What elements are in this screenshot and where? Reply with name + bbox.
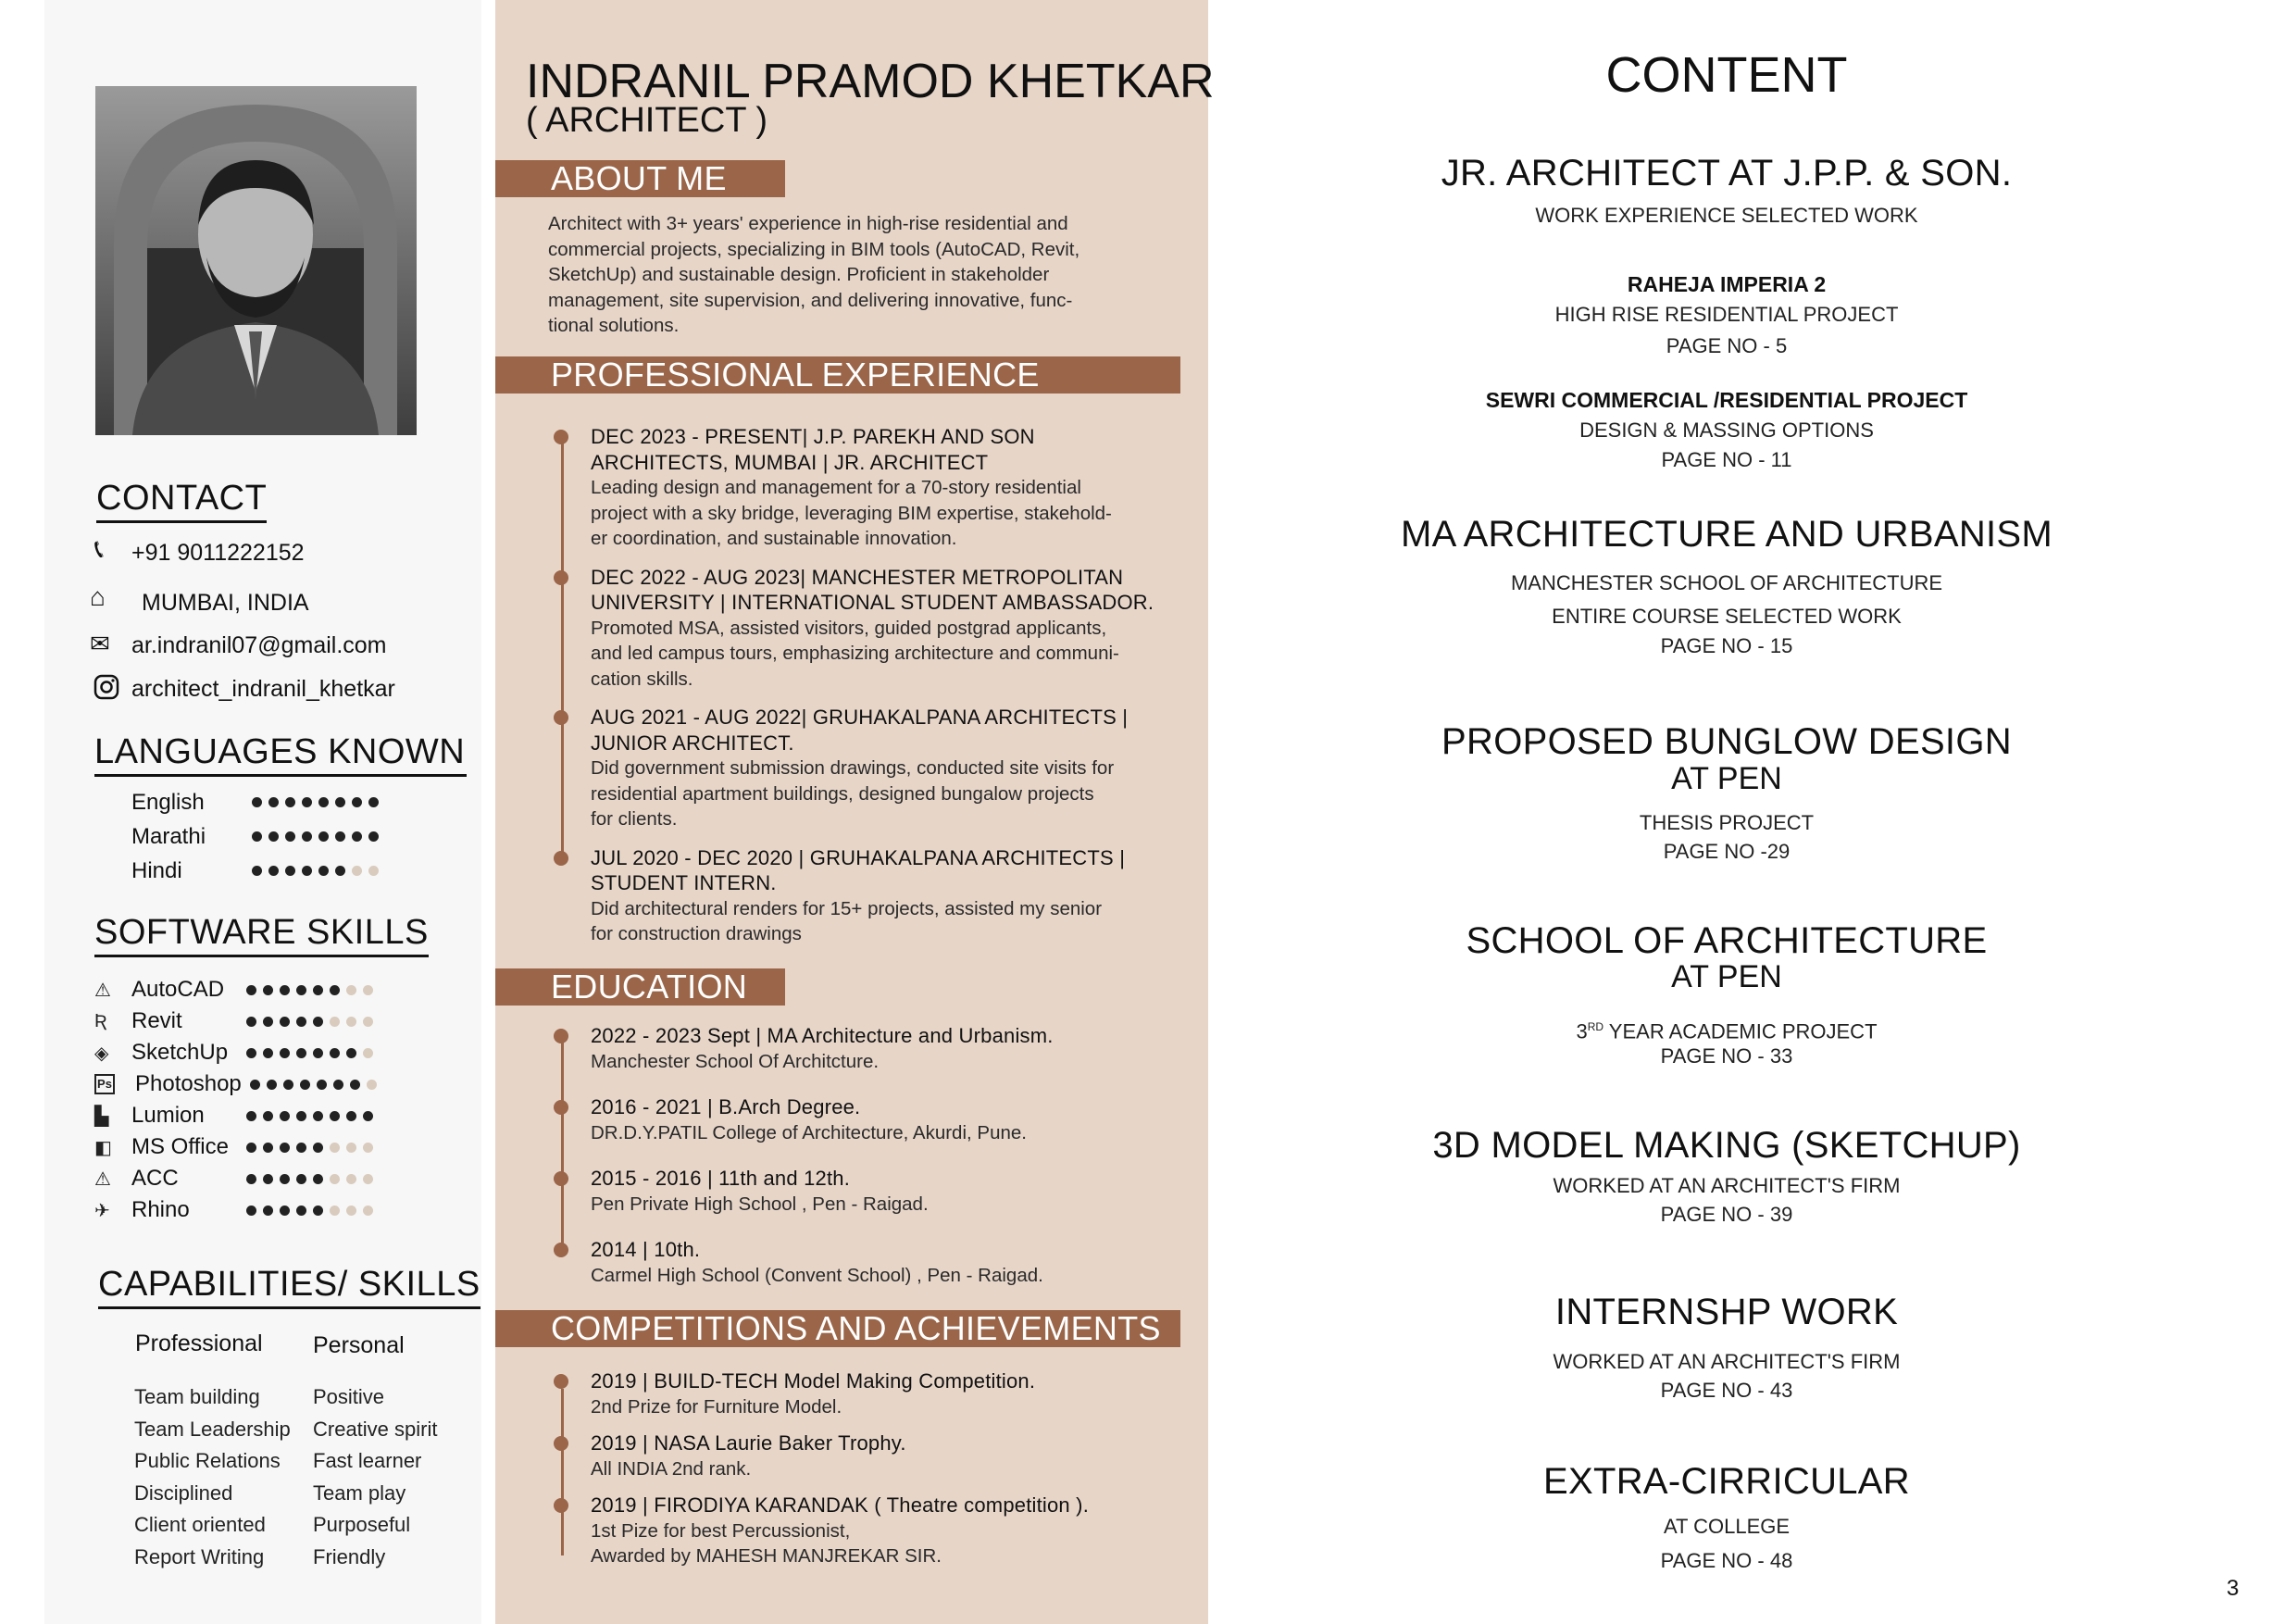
skill-level-dots	[252, 797, 379, 807]
dot-filled	[263, 1017, 273, 1027]
about-heading: ABOUT ME	[495, 160, 785, 197]
experience-list	[554, 424, 1202, 960]
entry-title: DEC 2023 - PRESENT| J.P. PAREKH AND SON	[591, 425, 1035, 448]
dot-filled	[246, 985, 256, 995]
dot-filled	[330, 1111, 340, 1121]
entry-desc: er coordination, and sustainable innovation.	[591, 528, 957, 549]
entry-desc: Awarded by MAHESH MANJREKAR SIR.	[591, 1545, 942, 1567]
dot-filled	[263, 985, 273, 995]
entry-title: 2019 | BUILD-TECH Model Making Competition.	[591, 1369, 1036, 1393]
education-list	[554, 1023, 1202, 1308]
contents-sec1-p1-desc: HIGH RISE RESIDENTIAL PROJECT	[1554, 303, 1899, 326]
contents-sec4-title[interactable]: SCHOOL OF ARCHITECTURE	[1466, 920, 1988, 961]
contents-sec7-line1: AT COLLEGE	[1663, 1515, 1791, 1538]
skill-level-dots	[252, 866, 379, 876]
entry-title: JUL 2020 - DEC 2020 | GRUHAKALPANA ARCHITECTS |	[591, 845, 1126, 869]
personal-skill: Friendly	[313, 1544, 386, 1568]
contents-sec3-title[interactable]: PROPOSED BUNGLOW DESIGN	[1441, 721, 2012, 762]
professional-skill: Report Writing	[134, 1544, 265, 1568]
dot-empty	[346, 1017, 356, 1027]
dot-filled	[252, 866, 262, 876]
entry-title: 2015 - 2016 | 11th and 12th.	[591, 1167, 851, 1190]
contents-sec5-line1: WORKED AT AN ARCHITECT'S FIRM	[1553, 1174, 1901, 1197]
contents-sec6-line1: WORKED AT AN ARCHITECT'S FIRM	[1553, 1350, 1901, 1373]
entry-title: 2019 | NASA Laurie Baker Trophy.	[591, 1431, 906, 1455]
dot-empty	[363, 1174, 373, 1184]
dot-filled	[335, 797, 345, 807]
entry-title: STUDENT INTERN.	[591, 871, 777, 894]
timeline-dot	[554, 1243, 568, 1257]
software-name: Rhino	[131, 1197, 190, 1222]
entry-desc: residential apartment buildings, designed bungalow projects	[591, 782, 1094, 805]
personal-skill: Creative spirit	[313, 1417, 438, 1441]
contents-sec1-p2-desc: DESIGN & MASSING OPTIONS	[1579, 418, 1874, 442]
dot-filled	[280, 1048, 290, 1058]
dot-empty	[367, 1080, 377, 1090]
software-row	[94, 1037, 377, 1068]
entry-title: JUNIOR ARCHITECT.	[591, 731, 794, 755]
dot-empty	[346, 985, 356, 995]
about-line: Architect with 3+ years' experience in high-rise residential and	[548, 213, 1068, 234]
entry-desc: 1st Pize for best Percussionist,	[591, 1519, 851, 1542]
entry-title: 2016 - 2021 | B.Arch Degree.	[591, 1095, 861, 1118]
dot-filled	[330, 985, 340, 995]
timeline-entry	[554, 1493, 1202, 1569]
contents-sec7-page: PAGE NO - 48	[1660, 1549, 1793, 1572]
autocad-icon: ⚠	[94, 980, 111, 1001]
dot-filled	[313, 1143, 323, 1153]
dot-empty	[363, 1017, 373, 1027]
dot-empty	[368, 866, 379, 876]
dot-filled	[268, 866, 279, 876]
contents-sec6-page: PAGE NO - 43	[1660, 1379, 1793, 1402]
entry-desc: Did architectural renders for 15+ projects, assisted my senior	[591, 897, 1103, 919]
skill-level-dots	[246, 1143, 373, 1153]
contact-heading: CONTACT	[96, 478, 267, 523]
entry-title: 2019 | FIRODIYA KARANDAK ( Theatre competition ).	[591, 1493, 1090, 1517]
dot-filled	[313, 1017, 323, 1027]
dot-filled	[346, 1111, 356, 1121]
software-row	[94, 1194, 377, 1226]
timeline-entry	[554, 705, 1202, 832]
entry-title: AUG 2021 - AUG 2022| GRUHAKALPANA ARCHITECTS |	[591, 706, 1129, 729]
timeline-entry	[554, 1430, 1202, 1481]
timeline-entry	[554, 1094, 1202, 1145]
dot-filled	[302, 866, 312, 876]
personal-skills-list	[313, 1381, 437, 1574]
timeline-dot	[554, 1100, 568, 1115]
timeline-dot	[554, 1498, 568, 1513]
skill-level-dots	[246, 1206, 373, 1216]
contents-sec5-title[interactable]: 3D MODEL MAKING (SKETCHUP)	[1432, 1125, 2021, 1166]
dot-filled	[296, 1174, 306, 1184]
person-role: ( ARCHITECT )	[526, 101, 768, 140]
dot-filled	[317, 1080, 327, 1090]
phone-icon: 📞︎	[94, 534, 104, 563]
dot-filled	[363, 1111, 373, 1121]
dot-filled	[285, 866, 295, 876]
timeline-dot	[554, 1374, 568, 1389]
dot-filled	[268, 797, 279, 807]
dot-filled	[313, 985, 323, 995]
entry-title: 2022 - 2023 Sept | MA Architecture and Urbanism.	[591, 1024, 1054, 1047]
contents-sec3-title2: AT PEN	[1671, 761, 1782, 796]
dot-filled	[263, 1174, 273, 1184]
lumion-icon: ▙	[94, 1106, 109, 1127]
about-line: management, site supervision, and delivering innovative, func-	[548, 289, 1073, 311]
dot-filled	[280, 1111, 290, 1121]
entry-title: ARCHITECTS, MUMBAI | JR. ARCHITECT	[591, 450, 989, 474]
dot-filled	[280, 1174, 290, 1184]
dot-filled	[246, 1206, 256, 1216]
entry-title: UNIVERSITY | INTERNATIONAL STUDENT AMBASSADOR.	[591, 591, 1154, 614]
professional-skill: Team building	[134, 1385, 260, 1408]
capabilities-heading: CAPABILITIES/ SKILLS	[98, 1264, 480, 1309]
contents-sec4-title2: AT PEN	[1671, 959, 1782, 994]
dot-filled	[268, 831, 279, 842]
dot-empty	[330, 1206, 340, 1216]
timeline-dot	[554, 1436, 568, 1451]
contents-sec6-title[interactable]: INTERNSHP WORK	[1554, 1292, 1899, 1332]
photoshop-icon: Ps	[94, 1074, 115, 1094]
ms-office-icon: ◧	[94, 1137, 112, 1158]
personal-skill: Purposeful	[313, 1513, 411, 1537]
contents-sec4-line1: 3RD YEAR ACADEMIC PROJECT	[1576, 1019, 1878, 1043]
dot-filled	[318, 831, 329, 842]
contents-sec2-title[interactable]: MA ARCHITECTURE AND URBANISM	[1400, 514, 2053, 555]
software-row	[94, 1068, 377, 1100]
software-name: MS Office	[131, 1134, 229, 1159]
dot-filled	[313, 1048, 323, 1058]
dot-filled	[267, 1080, 277, 1090]
skill-level-dots	[246, 1174, 373, 1184]
entry-desc: Leading design and management for a 70-story residential	[591, 477, 1081, 498]
dot-filled	[250, 1080, 260, 1090]
dot-empty	[346, 1143, 356, 1153]
dot-filled	[246, 1143, 256, 1153]
skill-level-dots	[246, 1111, 373, 1121]
contact-email[interactable]: ar.indranil07@gmail.com	[131, 632, 387, 658]
entry-desc: project with a sky bridge, leveraging BIM expertise, stakehold-	[591, 502, 1112, 524]
language-name: Hindi	[131, 857, 182, 883]
timeline-dot	[554, 710, 568, 725]
dot-filled	[280, 1206, 290, 1216]
skill-level-dots	[250, 1080, 377, 1090]
skill-level-dots	[246, 985, 373, 995]
software-row	[94, 1006, 377, 1037]
dot-filled	[296, 1143, 306, 1153]
timeline-dot	[554, 570, 568, 585]
professional-skill: Client oriented	[134, 1513, 266, 1537]
dot-filled	[346, 1048, 356, 1058]
professional-skill: Disciplined	[134, 1480, 233, 1505]
competitions-heading: COMPETITIONS AND ACHIEVEMENTS	[495, 1310, 1180, 1347]
software-list	[94, 974, 377, 1226]
contact-location: MUMBAI, INDIA	[142, 590, 309, 616]
dot-filled	[296, 985, 306, 995]
dot-filled	[296, 1017, 306, 1027]
home-icon: ⌂	[90, 582, 106, 611]
personal-skill: Positive	[313, 1385, 385, 1408]
timeline-entry	[554, 1023, 1202, 1074]
timeline-entry	[554, 1166, 1202, 1217]
contents-sec4-page: PAGE NO - 33	[1660, 1044, 1793, 1068]
software-name: Lumion	[131, 1103, 205, 1128]
contents-sec1-p1-page: PAGE NO - 5	[1666, 334, 1788, 357]
entry-desc: DR.D.Y.PATIL College of Architecture, Akurdi, Pune.	[591, 1121, 1027, 1143]
personal-skill: Fast learner	[313, 1449, 422, 1473]
dot-filled	[318, 866, 329, 876]
dot-filled	[352, 797, 362, 807]
skill-level-dots	[252, 831, 379, 842]
software-row	[94, 1131, 377, 1163]
entry-desc: Promoted MSA, assisted visitors, guided postgrad applicants,	[591, 617, 1107, 639]
software-row	[94, 1100, 377, 1131]
dot-empty	[330, 1143, 340, 1153]
timeline-entry	[554, 1368, 1202, 1419]
entry-desc: All INDIA 2nd rank.	[591, 1457, 752, 1480]
dot-empty	[363, 1048, 373, 1058]
dot-empty	[330, 1174, 340, 1184]
entry-desc: for clients.	[591, 808, 678, 830]
dot-filled	[252, 797, 262, 807]
dot-filled	[302, 797, 312, 807]
dot-filled	[335, 831, 345, 842]
contact-instagram[interactable]: architect_indranil_khetkar	[131, 676, 395, 702]
timeline-dot	[554, 1029, 568, 1043]
dot-empty	[346, 1206, 356, 1216]
dot-filled	[296, 1048, 306, 1058]
software-name: SketchUp	[131, 1040, 229, 1065]
about-text	[548, 211, 1196, 339]
dot-filled	[285, 831, 295, 842]
dot-empty	[363, 1143, 373, 1153]
contents-sec1-p2-page: PAGE NO - 11	[1661, 448, 1792, 471]
contents-heading: CONTENT	[1605, 47, 1848, 103]
dot-filled	[263, 1111, 273, 1121]
entry-title: DEC 2022 - AUG 2023| MANCHESTER METROPOLITAN	[591, 565, 1124, 589]
dot-filled	[313, 1206, 323, 1216]
dot-filled	[246, 1174, 256, 1184]
software-name: Revit	[131, 1008, 182, 1033]
dot-filled	[352, 831, 362, 842]
timeline-entry	[554, 565, 1202, 693]
about-line: commercial projects, specializing in BIM tools (AutoCAD, Revit,	[548, 238, 1080, 260]
entry-desc: Carmel High School (Convent School) , Pen - Raigad.	[591, 1264, 1043, 1286]
dot-filled	[263, 1048, 273, 1058]
entry-desc: for construction drawings	[591, 923, 802, 944]
contents-sec1-p2-name[interactable]: SEWRI COMMERCIAL /RESIDENTIAL PROJECT	[1485, 388, 1968, 412]
dot-filled	[350, 1080, 360, 1090]
dot-filled	[330, 1048, 340, 1058]
dot-filled	[333, 1080, 343, 1090]
dot-filled	[246, 1017, 256, 1027]
language-name: Marathi	[131, 823, 206, 849]
software-heading: SOFTWARE SKILLS	[94, 912, 429, 957]
languages-heading: LANGUAGES KNOWN	[94, 731, 467, 777]
sketchup-icon: ◈	[94, 1043, 109, 1064]
dot-empty	[346, 1174, 356, 1184]
page-number: 3	[2227, 1576, 2240, 1601]
software-name: Photoshop	[135, 1071, 242, 1096]
software-row	[94, 974, 377, 1006]
entry-desc: cation skills.	[591, 668, 693, 690]
about-line: SketchUp) and sustainable design. Proficient in stakeholder	[548, 264, 1050, 285]
dot-filled	[263, 1206, 273, 1216]
dot-filled	[280, 985, 290, 995]
education-heading: EDUCATION	[495, 968, 785, 1006]
contents-sec1-sub: WORK EXPERIENCE SELECTED WORK	[1535, 204, 1918, 227]
instagram-icon	[94, 674, 119, 705]
entry-desc: and led campus tours, emphasizing architecture and communi-	[591, 643, 1119, 664]
professional-skill: Public Relations	[134, 1449, 281, 1473]
dot-empty	[363, 985, 373, 995]
about-line: tional solutions.	[548, 315, 680, 336]
contents-sec1-title[interactable]: JR. ARCHITECT AT J.P.P. & SON.	[1441, 153, 2013, 194]
language-name: English	[131, 789, 205, 815]
timeline-entry	[554, 1237, 1202, 1288]
contents-sec2-page: PAGE NO - 15	[1660, 634, 1793, 657]
skill-level-dots	[246, 1048, 373, 1058]
personal-skill: Team play	[313, 1480, 406, 1505]
professional-skills-list	[134, 1381, 291, 1574]
entry-desc: Pen Private High School , Pen - Raigad.	[591, 1193, 929, 1215]
dot-filled	[300, 1080, 310, 1090]
software-name: ACC	[131, 1166, 179, 1191]
dot-filled	[302, 831, 312, 842]
contents-sec7-title[interactable]: EXTRA-CIRRICULAR	[1543, 1461, 1910, 1502]
entry-desc: Manchester School Of Architcture.	[591, 1050, 880, 1072]
dot-filled	[263, 1143, 273, 1153]
contents-sec2-line2: ENTIRE COURSE SELECTED WORK	[1552, 605, 1902, 628]
contents-sec2-line1: MANCHESTER SCHOOL OF ARCHITECTURE	[1510, 571, 1943, 594]
dot-filled	[296, 1206, 306, 1216]
dot-empty	[352, 866, 362, 876]
email-icon: ✉	[90, 630, 110, 657]
software-name: AutoCAD	[131, 977, 225, 1002]
dot-filled	[368, 831, 379, 842]
dot-filled	[318, 797, 329, 807]
dot-filled	[313, 1111, 323, 1121]
contents-sec1-p1-name[interactable]: RAHEJA IMPERIA 2	[1627, 272, 1827, 296]
entry-title: 2014 | 10th.	[591, 1238, 701, 1261]
dot-filled	[285, 797, 295, 807]
languages-list	[131, 785, 379, 888]
dot-filled	[280, 1017, 290, 1027]
dot-filled	[246, 1048, 256, 1058]
contents-sec5-page: PAGE NO - 39	[1660, 1203, 1793, 1226]
contents-sec3-page: PAGE NO -29	[1663, 840, 1791, 863]
acc-icon: ⚠	[94, 1168, 111, 1190]
language-row	[131, 854, 379, 888]
profile-photo	[95, 86, 417, 435]
timeline-entry	[554, 424, 1202, 552]
dot-empty	[363, 1206, 373, 1216]
language-row	[131, 785, 379, 819]
person-name: INDRANIL PRAMOD KHETKAR	[526, 55, 1215, 108]
entry-desc: 2nd Prize for Furniture Model.	[591, 1395, 842, 1418]
dot-filled	[296, 1111, 306, 1121]
dot-filled	[368, 797, 379, 807]
dot-filled	[313, 1174, 323, 1184]
dot-empty	[330, 1017, 340, 1027]
skill-level-dots	[246, 1017, 373, 1027]
software-row	[94, 1163, 377, 1194]
dot-filled	[252, 831, 262, 842]
timeline-dot	[554, 1171, 568, 1186]
professional-skill: Team Leadership	[134, 1417, 291, 1441]
dot-filled	[283, 1080, 293, 1090]
rhino-icon: ✈	[94, 1200, 110, 1221]
dot-filled	[246, 1111, 256, 1121]
contents-sec3-line1: THESIS PROJECT	[1639, 811, 1815, 834]
entry-desc: Did government submission drawings, conducted site visits for	[591, 757, 1115, 779]
language-row	[131, 819, 379, 854]
professional-heading: Professional	[135, 1330, 263, 1356]
timeline-dot	[554, 430, 568, 444]
timeline-dot	[554, 851, 568, 866]
contact-phone[interactable]: +91 9011222152	[131, 540, 305, 566]
personal-heading: Personal	[313, 1332, 405, 1358]
revit-icon: Ʀ	[94, 1010, 107, 1031]
competitions-list	[554, 1368, 1202, 1580]
dot-filled	[280, 1143, 290, 1153]
dot-filled	[335, 866, 345, 876]
experience-heading: PROFESSIONAL EXPERIENCE	[495, 356, 1180, 394]
timeline-entry	[554, 845, 1202, 947]
